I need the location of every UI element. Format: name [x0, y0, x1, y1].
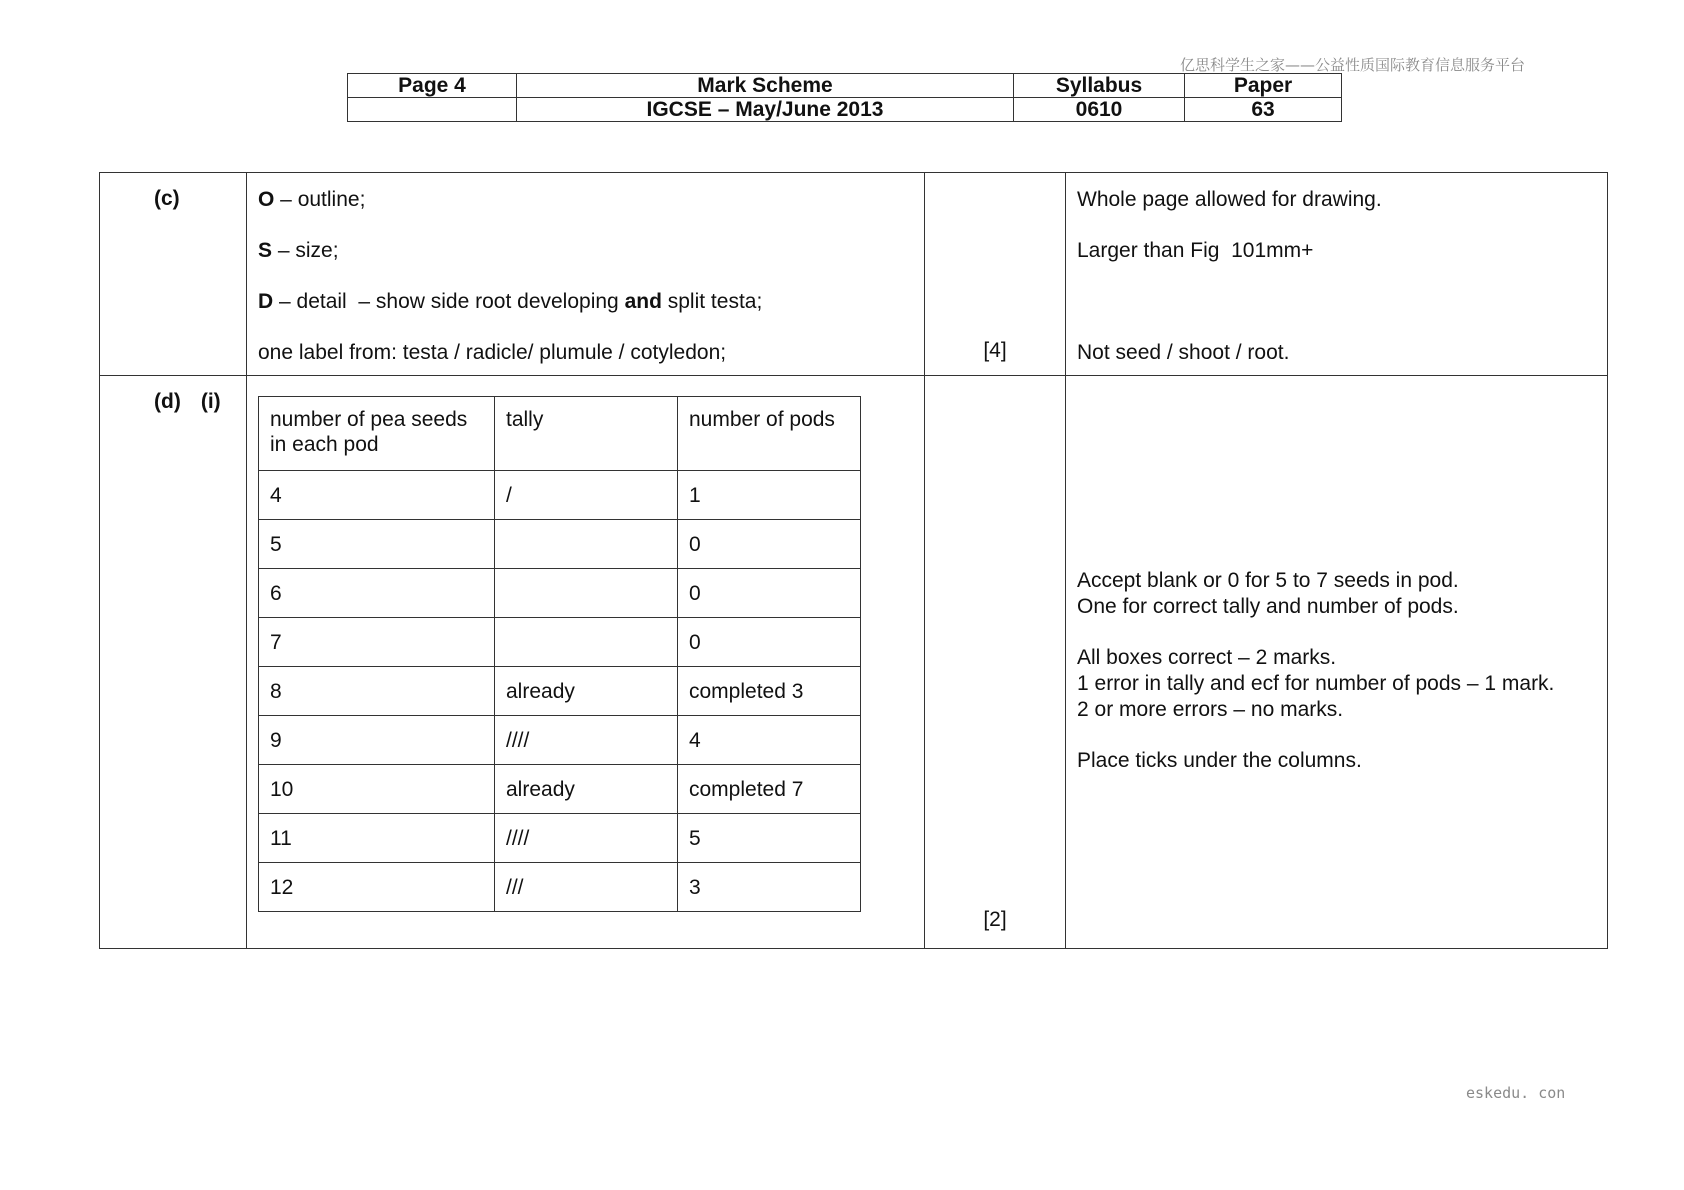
title-label: Mark Scheme: [517, 74, 1014, 98]
table-row: 6 0: [259, 569, 861, 618]
table-row: 7 0: [259, 618, 861, 667]
answer-line-s: S – size;: [258, 239, 339, 262]
answer-line-d: D – detail – show side root developing and split testa;: [258, 290, 763, 313]
mark-d: [2]: [925, 376, 1066, 949]
table-row: 12 /// 3: [259, 863, 861, 912]
header-tally: tally: [495, 397, 678, 471]
guidance-d: Accept blank or 0 for 5 to 7 seeds in pod. One for correct tally and number of pods. All boxes correct – 2 marks. 1 error in tally and ecf for number of pods – 1 mark. 2 or more errors – no marks. Place ticks under the columns.: [1066, 376, 1608, 949]
page-label: Page 4: [348, 74, 517, 98]
table-row: 5 0: [259, 520, 861, 569]
guidance-c: Whole page allowed for drawing. Larger than Fig 101mm+ Not seed / shoot / root.: [1066, 173, 1608, 376]
answer-line-o: O – outline;: [258, 188, 366, 211]
tally-table: [258, 396, 861, 912]
table-row: 8 already completed 3: [259, 667, 861, 716]
table-row: 10 already completed 7: [259, 765, 861, 814]
syllabus-label: Syllabus: [1014, 74, 1185, 98]
watermark-bottom: eskedu. con: [1466, 1084, 1566, 1102]
question-number-d: (d) (i): [100, 376, 247, 949]
tally-header-row: [259, 397, 861, 471]
title-value: IGCSE – May/June 2013: [517, 98, 1014, 122]
paper-label: Paper: [1185, 74, 1342, 98]
watermark-top: 亿思科学生之家——公益性质国际教育信息服务平台: [1180, 56, 1526, 74]
answer-c: [247, 173, 925, 376]
answer-line-label: one label from: testa / radicle/ plumule / cotyledon;: [258, 341, 727, 364]
row-d: [100, 376, 1608, 949]
header-pods: number of pods: [678, 397, 861, 471]
table-row: 11 //// 5: [259, 814, 861, 863]
row-c: [100, 173, 1608, 376]
page-value: [348, 98, 517, 122]
question-number-c: (c): [100, 173, 247, 376]
paper-value: 63: [1185, 98, 1342, 122]
table-row: 9 //// 4: [259, 716, 861, 765]
mark-scheme-table: [99, 172, 1608, 949]
header-table: [347, 73, 1342, 122]
syllabus-value: 0610: [1014, 98, 1185, 122]
header-seeds: number of pea seeds in each pod: [259, 397, 495, 471]
table-row: 4 / 1: [259, 471, 861, 520]
mark-c: [4]: [925, 173, 1066, 376]
answer-d: [247, 376, 925, 949]
